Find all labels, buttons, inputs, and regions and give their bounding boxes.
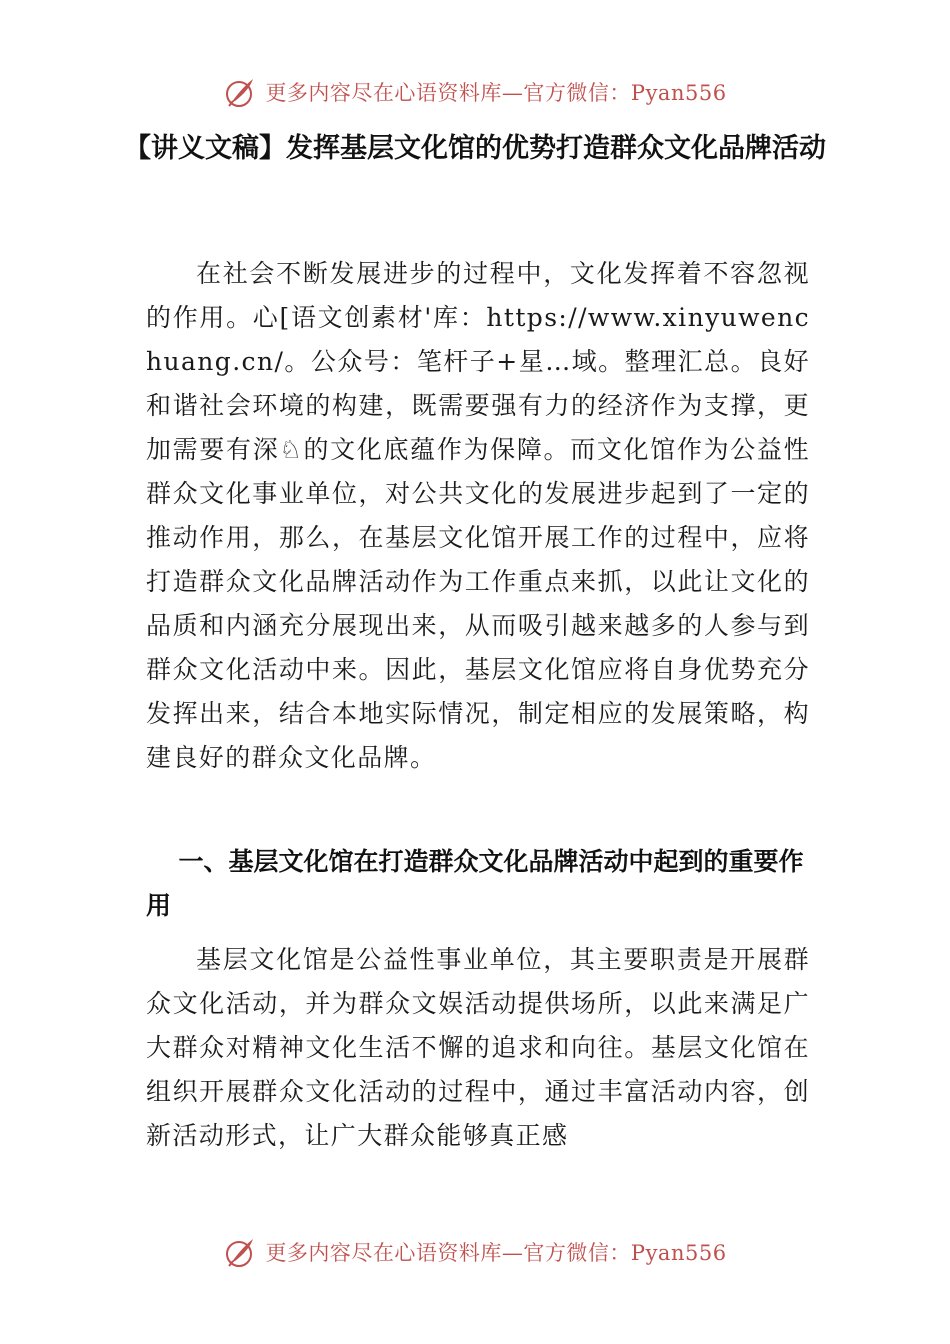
footer-banner-text: 更多内容尽在心语资料库—官方微信：Pyan556 — [265, 1241, 727, 1265]
paragraph-intro: 在社会不断发展进步的过程中，文化发挥着不容忽视的作用。心[语文创素材'库：https://www.xinyuwenchuang.cn/。公众号：笔杆子+星…域。整理汇总。良好和谐社会环境的构建，既需要强有力的经济作为支撑，更加需要有深♘的文化底蕴作为保障。而文化馆作为公益性群众文化事业单位，对公共文化的发展进步起到了一定的推动作用，那么，在基层文化馆开展工作的过程中，应将打造群众文化品牌活动作为工作重点来抓，以此让文化的品质和内涵充分展现出来，从而吸引越来越多的人参与到群众文化活动中来。因此，基层文化馆应将自身优势充分发挥出来，结合本地实际情况，制定相应的发展策略，构建良好的群众文化品牌。 — [146, 259, 810, 772]
quill-pen-logo-icon — [223, 1235, 257, 1269]
paragraph-section-1: 基层文化馆是公益性事业单位，其主要职责是开展群众文化活动，并为群众文娱活动提供场所，以此来满足广大群众对精神文化生活不懈的追求和向往。基层文化馆在组织开展群众文化活动的过程中，通过丰富活动内容，创新活动形式，让广大群众能够真正感 — [146, 945, 810, 1150]
document-title: 【讲义文稿】发挥基层文化馆的优势打造群众文化品牌活动 — [124, 133, 826, 164]
section-1-heading: 一、基层文化馆在打造群众文化品牌活动中起到的重要作用 — [146, 847, 804, 920]
header-banner — [0, 72, 950, 112]
quill-pen-logo-icon — [223, 75, 257, 109]
footer-banner — [0, 1232, 950, 1272]
header-banner-text: 更多内容尽在心语资料库—官方微信：Pyan556 — [265, 81, 727, 105]
